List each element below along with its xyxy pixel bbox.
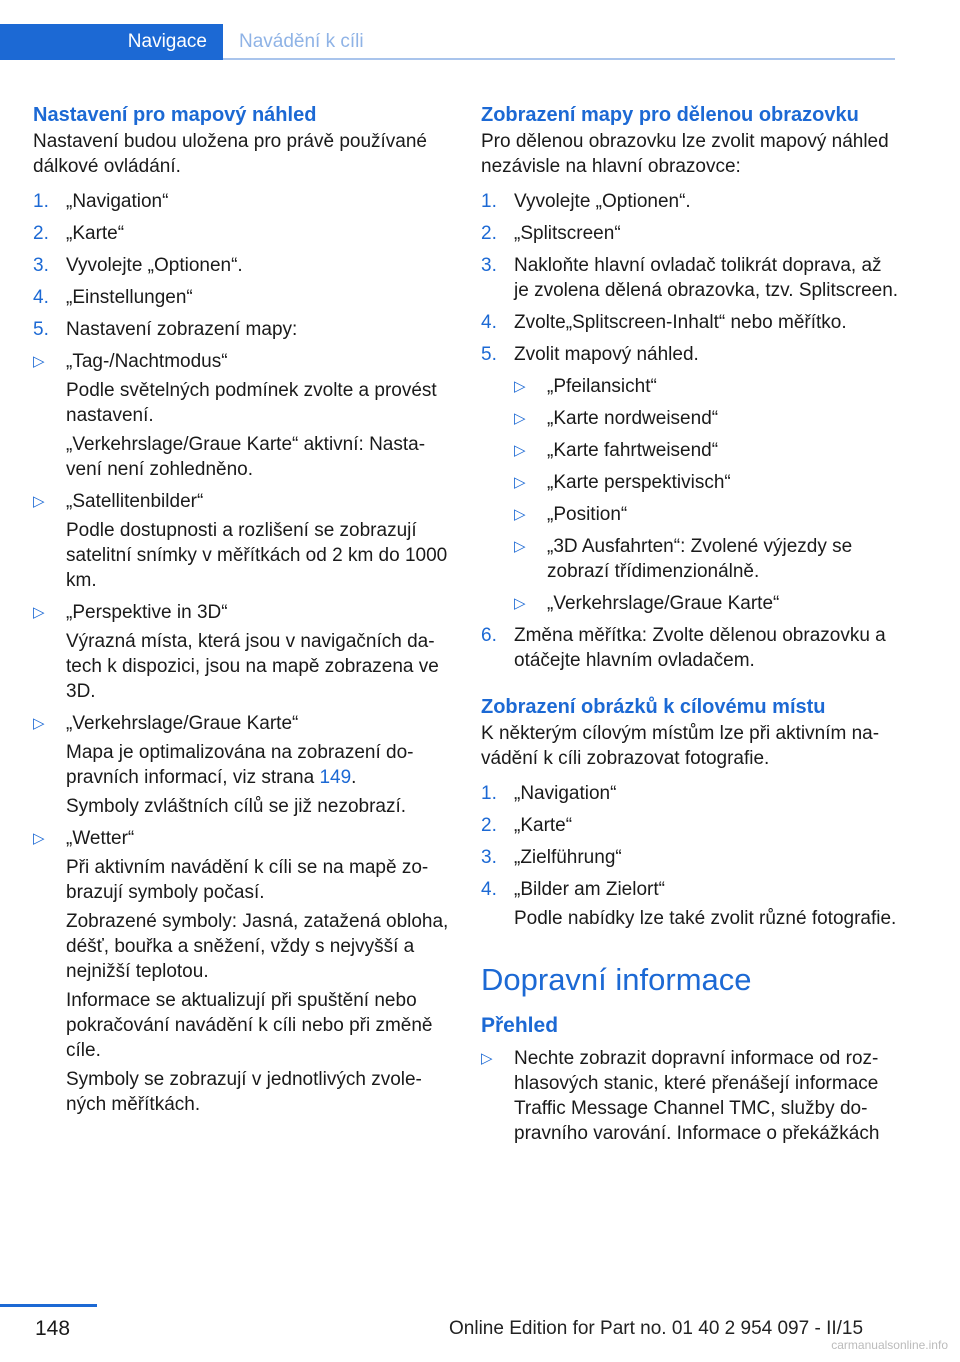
bullet-item: ▷ „Tag-/Nachtmodus“ Podle světelných podmínek zvolte a provést nastavení. „Verkehrslage/Graue Karte“ aktivní: Nastavení není zohledněno. bbox=[33, 351, 437, 480]
triangle-right-icon: ▷ bbox=[514, 538, 526, 555]
bullet-item: ▷ „Pfeilansicht“ bbox=[514, 376, 657, 397]
triangle-right-icon: ▷ bbox=[33, 604, 45, 621]
left-column bbox=[33, 103, 451, 1124]
triangle-right-icon: ▷ bbox=[514, 378, 526, 395]
watermark: carmanualsonline.info bbox=[831, 1338, 948, 1352]
triangle-right-icon: ▷ bbox=[514, 506, 526, 523]
bullet-item: ▷ „Karte nordweisend“ bbox=[514, 408, 719, 429]
footer-rule bbox=[0, 1304, 97, 1307]
section-title-destination-photos: Zobrazení obrázků k cílovému místu bbox=[481, 696, 826, 718]
triangle-right-icon: ▷ bbox=[33, 353, 45, 370]
bullet-item: ▷ Nechte zobrazit dopravní informace od rozhlasových stanic, které přenášejí informace Traffic Message Channel TMC, služby dopravního varování. Informace o překážkách bbox=[481, 1048, 880, 1144]
intro-text: Nastavení budou uložena pro právě používané dálkové ovládání. bbox=[33, 131, 427, 177]
bullet-item: ▷ „Karte perspektivisch“ bbox=[514, 472, 731, 493]
bullet-item: ▷ „Verkehrslage/Graue Karte“ Mapa je optimalizována na zobrazení dopravních informací, viz strana 149. Symboly zvláštních cílů se již nezobrazí. bbox=[33, 711, 451, 819]
triangle-right-icon: ▷ bbox=[514, 474, 526, 491]
section-title-map-settings: Nastavení pro mapový náhled bbox=[33, 104, 317, 126]
bullet-item: ▷ „Perspektive in 3D“ Výrazná místa, která jsou v navigačních datech k dispozici, jsou na mapě zobrazena ve 3D. bbox=[33, 602, 439, 702]
tab-navigace[interactable]: Navigace bbox=[0, 24, 223, 60]
chapter-title-traffic: Dopravní informace bbox=[481, 962, 752, 997]
list-item: 2. „Splitscreen“ bbox=[481, 223, 621, 244]
list-item: 2. „Karte“ bbox=[33, 223, 125, 244]
list-item: 3. „Zielführung“ bbox=[481, 847, 622, 868]
triangle-right-icon: ▷ bbox=[33, 830, 45, 847]
triangle-right-icon: ▷ bbox=[33, 493, 45, 510]
list-item: 5. Nastavení zobrazení mapy: bbox=[33, 319, 298, 340]
list-item: 2. „Karte“ bbox=[481, 815, 573, 836]
subsection-title-overview: Přehled bbox=[481, 1014, 559, 1037]
bullet-item: ▷ „Karte fahrtweisend“ bbox=[514, 440, 719, 461]
bullet-item: ▷ „Position“ bbox=[514, 504, 628, 525]
edition-text: Online Edition for Part no. 01 40 2 954 097 - II/15 bbox=[449, 1318, 864, 1339]
list-item: 4. „Einstellungen“ bbox=[33, 287, 193, 308]
section-title-splitscreen: Zobrazení mapy pro dělenou obrazovku bbox=[481, 104, 859, 126]
traffic-description: Mapa je optimalizována na zobrazení dopravních informací, viz strana 149. bbox=[66, 742, 414, 788]
list-item: 1. „Navigation“ bbox=[33, 191, 169, 212]
list-item: 4. Zvolte„Splitscreen-Inhalt“ nebo měřítko. bbox=[481, 312, 847, 333]
bullet-item: ▷ „Wetter“ Při aktivním navádění k cíli se na mapě zobrazují symboly počasí. Zobrazené symboly: Jasná, zatažená obloha, déšť, bouřka a sněžení, vždy s nejvyšší a nejnižší teplotou. Informace se aktualizují při spuštění nebo pokračování navádění k cíli nebo při změně cíle. Symboly se zobrazují v jednotlivých zvolených měřítkách. bbox=[33, 828, 449, 1115]
bullet-item: ▷ „Satellitenbilder“ Podle dostupnosti a rozlišení se zobrazují satelitní snímky v měřítkách od 2 km do 1000 km. bbox=[33, 491, 448, 591]
header-tabs bbox=[0, 24, 895, 62]
list-item: 4. „Bilder am Zielort“ Podle nabídky lze také zvolit různé fotografie. bbox=[481, 879, 897, 929]
list-item: 1. „Navigation“ bbox=[481, 783, 617, 804]
page-reference-link[interactable]: 149 bbox=[319, 767, 352, 788]
triangle-right-icon: ▷ bbox=[514, 410, 526, 427]
tab-navadeni-k-cili[interactable]: Navádění k cíli bbox=[239, 31, 364, 52]
bullet-item: ▷ „3D Ausfahrten“: Zvolené výjezdy se zobrazí třídimenzionálně. bbox=[514, 536, 853, 582]
triangle-right-icon: ▷ bbox=[481, 1050, 493, 1067]
triangle-right-icon: ▷ bbox=[514, 595, 526, 612]
header-rule bbox=[223, 58, 895, 60]
list-item: 3. Vyvolejte „Optionen“. bbox=[33, 255, 243, 276]
list-item: 1. Vyvolejte „Optionen“. bbox=[481, 191, 691, 212]
intro-text: K některým cílovým místům lze při aktivním navádění k cíli zobrazovat fotografie. bbox=[481, 723, 880, 769]
right-column bbox=[481, 103, 899, 1153]
list-item: 3. Nakloňte hlavní ovladač tolikrát doprava, až je zvolena dělená obrazovka, tzv. Splitscreen. bbox=[481, 255, 899, 301]
list-item: 6. Změna měřítka: Zvolte dělenou obrazovku a otáčejte hlavním ovladačem. bbox=[481, 625, 886, 671]
triangle-right-icon: ▷ bbox=[33, 715, 45, 732]
page-number: 148 bbox=[35, 1317, 71, 1340]
bullet-item: ▷ „Verkehrslage/Graue Karte“ bbox=[514, 593, 780, 614]
list-item: 5. Zvolit mapový náhled. bbox=[481, 344, 699, 365]
triangle-right-icon: ▷ bbox=[514, 442, 526, 459]
intro-text: Pro dělenou obrazovku lze zvolit mapový náhled nezávisle na hlavní obrazovce: bbox=[481, 131, 889, 177]
